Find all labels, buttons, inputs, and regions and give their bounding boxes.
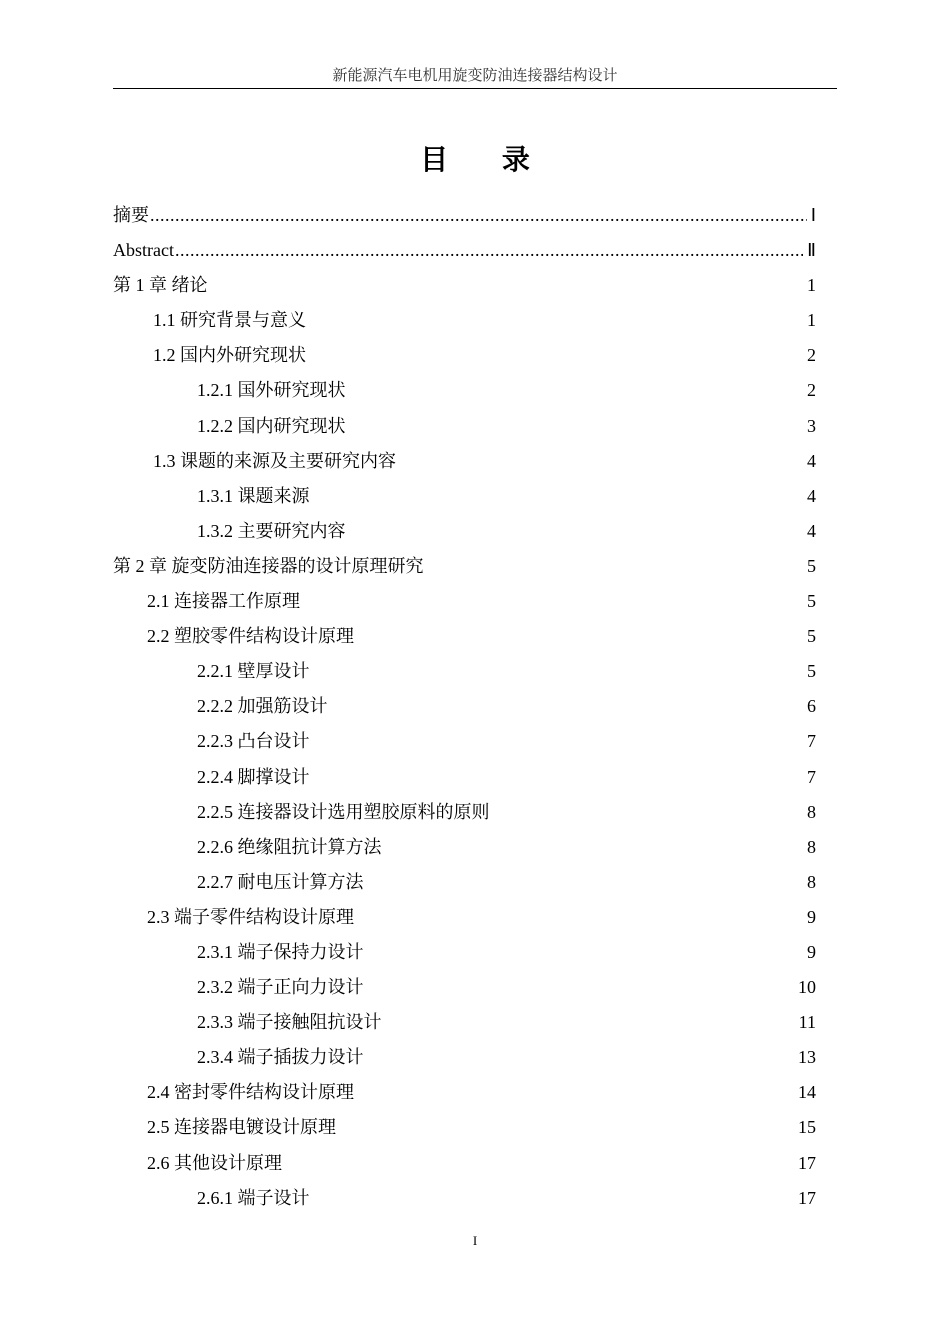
toc-entry-page: 14 — [798, 1082, 816, 1103]
toc-entry-page: 8 — [807, 801, 816, 822]
toc-entry-page: 15 — [798, 1117, 816, 1138]
toc-entry[interactable] — [113, 724, 816, 759]
toc-entry-label: 1.2.1 国外研究现状 — [197, 380, 346, 401]
toc-entry-label: 2.2 塑胶零件结构设计原理 — [147, 626, 354, 647]
toc-entry-label: 1.1 研究背景与意义 — [153, 310, 306, 331]
toc-entry-page: 1 — [807, 310, 816, 331]
toc-entry-label: Abstract — [113, 240, 174, 261]
toc-entry-label: 2.2.1 壁厚设计 — [197, 661, 310, 682]
toc-entry-page: 8 — [807, 836, 816, 857]
toc-entry-page: 7 — [807, 766, 816, 787]
toc-entry-page: Ⅰ — [810, 205, 816, 225]
toc-entry-label: 2.3.3 端子接触阻抗设计 — [197, 1012, 382, 1033]
toc-entry-label: 1.3 课题的来源及主要研究内容 — [153, 450, 396, 471]
toc-entry-label: 2.3.1 端子保持力设计 — [197, 941, 364, 962]
toc-entry[interactable] — [113, 1075, 816, 1110]
toc-entry-label: 1.3.2 主要研究内容 — [197, 520, 346, 541]
toc-entry[interactable] — [113, 619, 816, 654]
toc-entry-page: 10 — [798, 977, 816, 998]
toc-entry-label: 2.3.2 端子正向力设计 — [197, 977, 364, 998]
running-header: 新能源汽车电机用旋变防油连接器结构设计 — [332, 68, 618, 84]
toc-entry[interactable] — [113, 865, 816, 900]
toc-entry[interactable] — [113, 233, 816, 268]
toc-entry[interactable] — [113, 1110, 816, 1145]
toc-entry-label: 2.2.5 连接器设计选用塑胶原料的原则 — [197, 801, 490, 822]
toc-entry[interactable] — [113, 1146, 816, 1181]
toc-entry[interactable] — [113, 1040, 816, 1075]
toc-entry-label: 2.5 连接器电镀设计原理 — [147, 1117, 336, 1138]
toc-entry[interactable] — [113, 479, 816, 514]
footer-page-number: I — [472, 1233, 478, 1248]
header-rule — [113, 88, 837, 89]
toc-entry[interactable] — [113, 198, 816, 233]
toc-entry[interactable] — [113, 830, 816, 865]
toc-entry[interactable] — [113, 409, 816, 444]
toc-entry-page: 4 — [807, 450, 816, 471]
toc-entry-page: 13 — [798, 1047, 816, 1068]
toc-entry-label: 1.2.2 国内研究现状 — [197, 415, 346, 436]
toc-entry-label: 2.6 其他设计原理 — [147, 1152, 282, 1173]
toc-entry-label: 2.2.3 凸台设计 — [197, 731, 310, 752]
toc-entry[interactable] — [113, 1005, 816, 1040]
toc-entry[interactable] — [113, 549, 816, 584]
toc-entry-label: 2.2.6 绝缘阻抗计算方法 — [197, 836, 382, 857]
toc-entry[interactable] — [113, 584, 816, 619]
toc-entry[interactable] — [113, 514, 816, 549]
toc-entry[interactable] — [113, 760, 816, 795]
toc-entry-page: 17 — [798, 1152, 816, 1173]
toc-entry[interactable] — [113, 900, 816, 935]
toc-entry[interactable] — [113, 303, 816, 338]
toc-entry-page: 17 — [798, 1187, 816, 1208]
toc-list — [113, 198, 816, 1216]
toc-entry[interactable] — [113, 268, 816, 303]
toc-entry-page: 4 — [807, 520, 816, 541]
toc-entry-page: 9 — [807, 906, 816, 927]
toc-entry[interactable] — [113, 689, 816, 724]
toc-entry-label: 第 2 章 旋变防油连接器的设计原理研究 — [113, 555, 424, 576]
toc-entry-page: 5 — [807, 555, 816, 576]
toc-entry-label: 2.6.1 端子设计 — [197, 1187, 310, 1208]
toc-entry-label: 2.3 端子零件结构设计原理 — [147, 906, 354, 927]
toc-entry-page: 6 — [807, 696, 816, 717]
toc-entry-page: 5 — [807, 591, 816, 612]
toc-entry[interactable] — [113, 970, 816, 1005]
toc-entry-label: 1.3.1 课题来源 — [197, 485, 310, 506]
toc-entry-page: 3 — [807, 415, 816, 436]
toc-entry-page: 7 — [807, 731, 816, 752]
toc-entry-page: 5 — [807, 626, 816, 647]
toc-entry-label: 2.2.7 耐电压计算方法 — [197, 871, 364, 892]
toc-entry-label: 2.1 连接器工作原理 — [147, 591, 300, 612]
toc-entry-page: 1 — [807, 275, 816, 296]
toc-entry[interactable] — [113, 444, 816, 479]
toc-entry-label: 2.4 密封零件结构设计原理 — [147, 1082, 354, 1103]
toc-title: 目 录 — [420, 143, 552, 176]
toc-entry-label: 2.2.4 脚撑设计 — [197, 766, 310, 787]
toc-entry[interactable] — [113, 373, 816, 408]
toc-entry[interactable] — [113, 795, 816, 830]
toc-entry-page: 2 — [807, 345, 816, 366]
toc-entry-page: 2 — [807, 380, 816, 401]
toc-entry[interactable] — [113, 1181, 816, 1216]
toc-entry-label: 摘要 — [113, 205, 149, 225]
toc-entry-page: 11 — [798, 1012, 816, 1033]
toc-entry[interactable] — [113, 338, 816, 373]
toc-entry-page: 4 — [807, 485, 816, 506]
toc-entry-page: Ⅱ — [807, 240, 816, 261]
toc-entry-label: 2.2.2 加强筋设计 — [197, 696, 328, 717]
toc-entry[interactable] — [113, 654, 816, 689]
toc-entry-page: 5 — [807, 661, 816, 682]
toc-entry-page: 8 — [807, 871, 816, 892]
toc-entry[interactable] — [113, 935, 816, 970]
toc-leader-dots — [175, 233, 803, 268]
toc-leader-dots — [150, 198, 807, 233]
toc-entry-label: 2.3.4 端子插拔力设计 — [197, 1047, 364, 1068]
toc-entry-label: 第 1 章 绪论 — [113, 275, 208, 296]
toc-entry-label: 1.2 国内外研究现状 — [153, 345, 306, 366]
toc-entry-page: 9 — [807, 941, 816, 962]
